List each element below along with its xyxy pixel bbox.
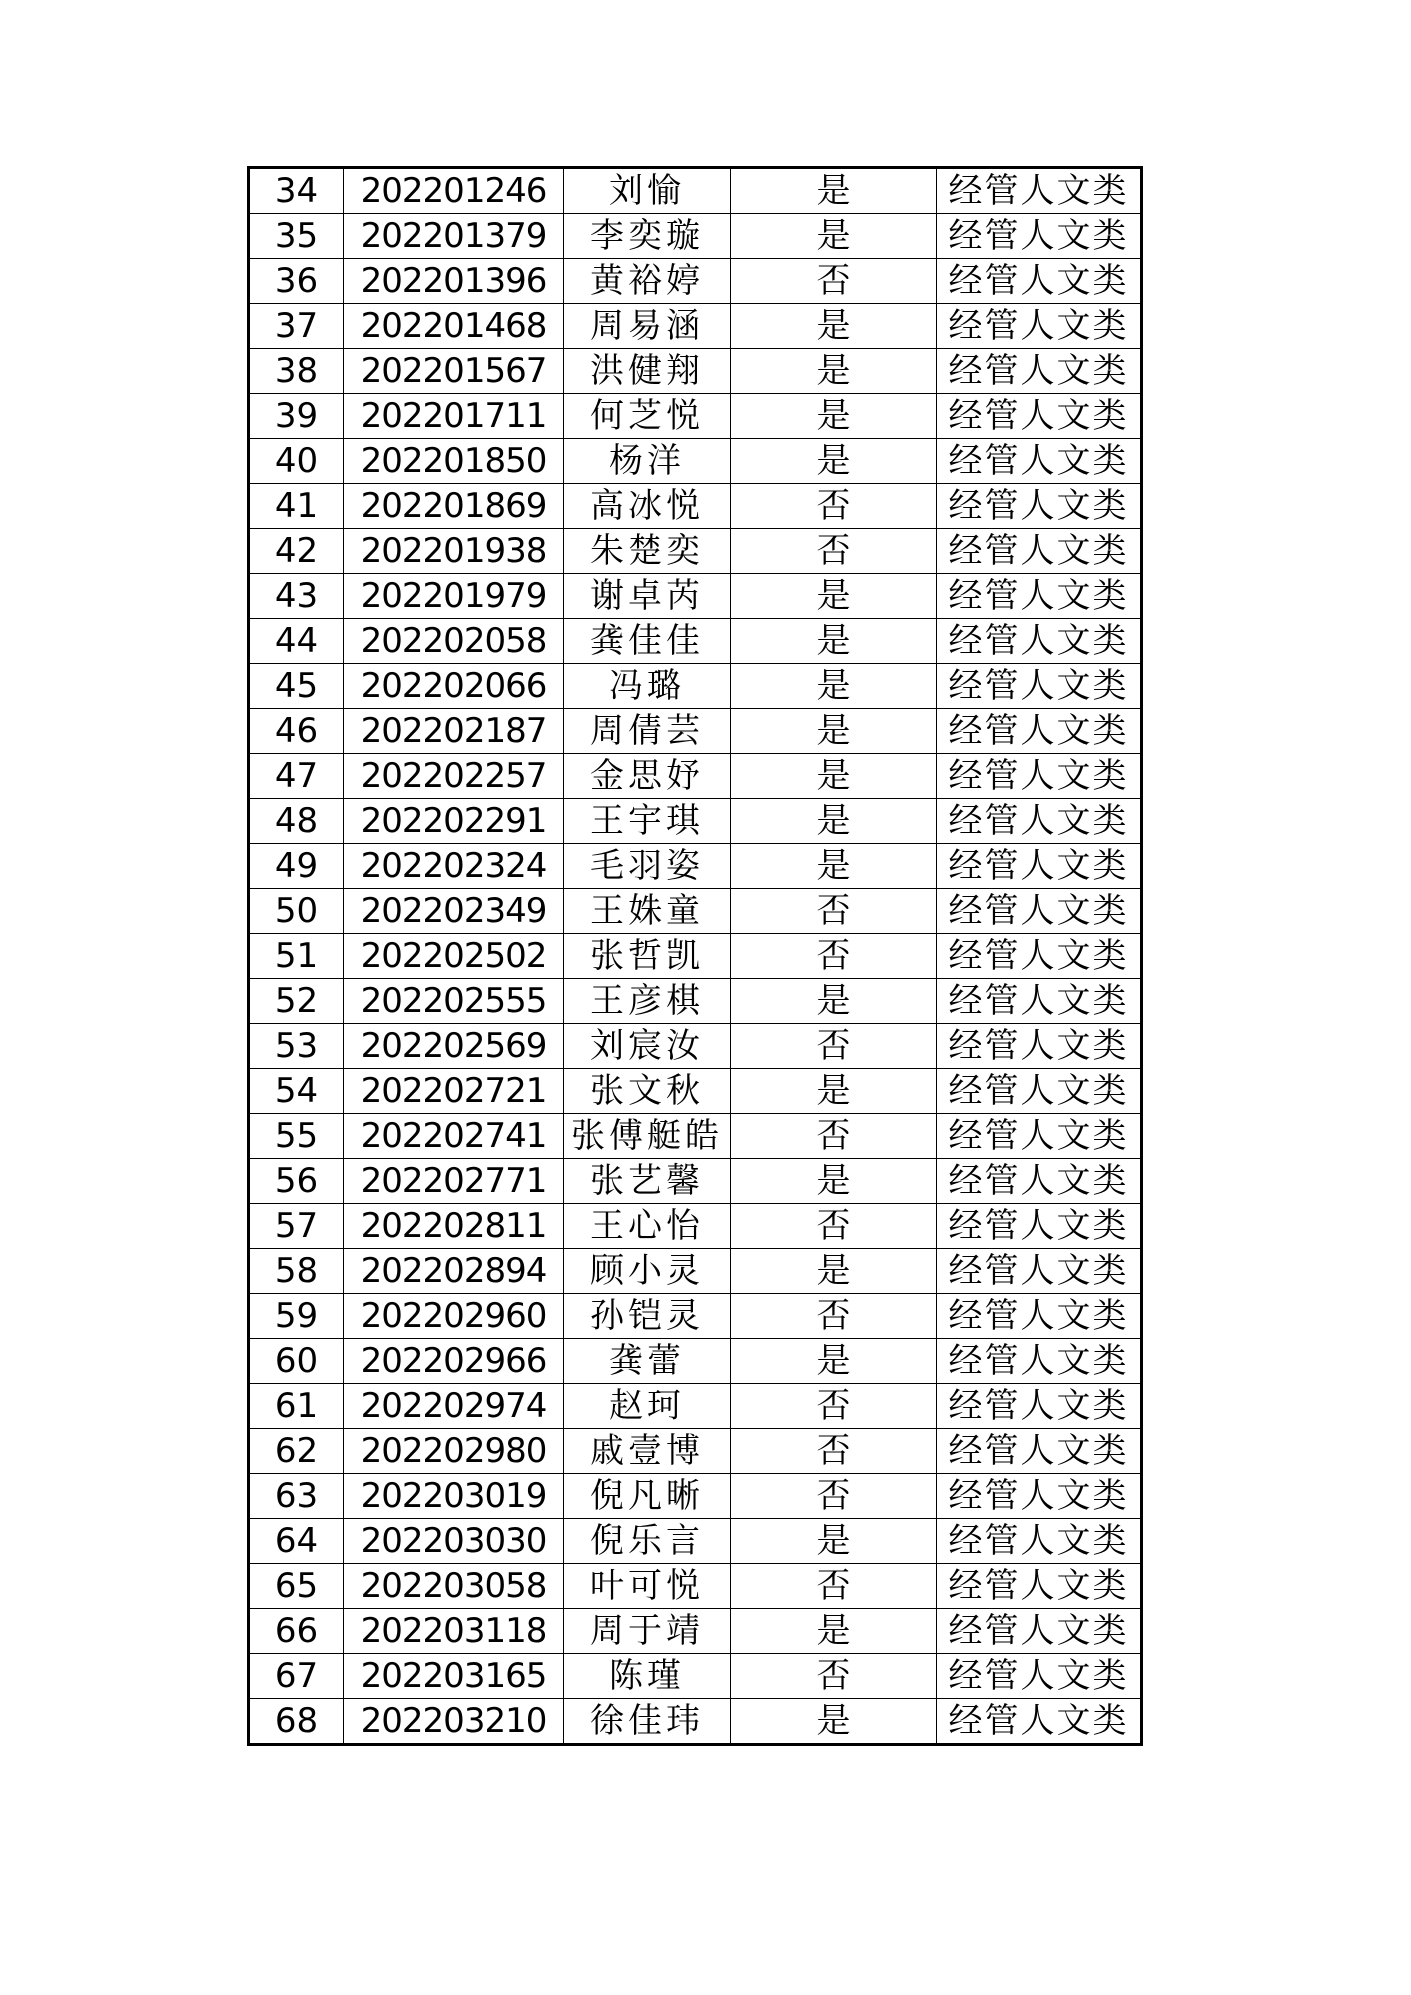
student-id-cell: 202202502 — [344, 934, 564, 979]
student-id-cell: 202201567 — [344, 349, 564, 394]
student-id-cell: 202202741 — [344, 1114, 564, 1159]
student-id-cell: 202203030 — [344, 1519, 564, 1564]
student-id-cell: 202202811 — [344, 1204, 564, 1249]
student-name-cell: 朱楚奕 — [564, 529, 731, 574]
student-name-cell: 戚壹博 — [564, 1429, 731, 1474]
yes-no-cell: 是 — [731, 168, 937, 214]
table-row — [249, 1069, 1142, 1114]
yes-no-cell: 是 — [731, 1519, 937, 1564]
student-name-cell: 倪凡晰 — [564, 1474, 731, 1519]
student-id-cell: 202202066 — [344, 664, 564, 709]
yes-no-cell: 否 — [731, 259, 937, 304]
category-cell: 经管人文类 — [937, 934, 1142, 979]
row-number-cell: 36 — [249, 259, 344, 304]
yes-no-cell: 是 — [731, 844, 937, 889]
row-number-cell: 59 — [249, 1294, 344, 1339]
student-id-cell: 202201379 — [344, 214, 564, 259]
student-name-cell: 何芝悦 — [564, 394, 731, 439]
category-cell: 经管人文类 — [937, 168, 1142, 214]
student-name-cell: 周倩芸 — [564, 709, 731, 754]
yes-no-cell: 是 — [731, 979, 937, 1024]
student-name-cell: 叶可悦 — [564, 1564, 731, 1609]
student-name-cell: 倪乐言 — [564, 1519, 731, 1564]
student-id-cell: 202202974 — [344, 1384, 564, 1429]
row-number-cell: 67 — [249, 1654, 344, 1699]
yes-no-cell: 否 — [731, 889, 937, 934]
row-number-cell: 48 — [249, 799, 344, 844]
yes-no-cell: 是 — [731, 214, 937, 259]
student-name-cell: 陈瑾 — [564, 1654, 731, 1699]
table-row — [249, 1204, 1142, 1249]
category-cell: 经管人文类 — [937, 1699, 1142, 1745]
row-number-cell: 50 — [249, 889, 344, 934]
yes-no-cell: 否 — [731, 1474, 937, 1519]
table-row — [249, 1024, 1142, 1069]
row-number-cell: 44 — [249, 619, 344, 664]
yes-no-cell: 是 — [731, 439, 937, 484]
table-row — [249, 1654, 1142, 1699]
yes-no-cell: 否 — [731, 1384, 937, 1429]
student-id-cell: 202202569 — [344, 1024, 564, 1069]
student-name-cell: 张傅艇皓 — [564, 1114, 731, 1159]
row-number-cell: 61 — [249, 1384, 344, 1429]
student-id-cell: 202202960 — [344, 1294, 564, 1339]
row-number-cell: 35 — [249, 214, 344, 259]
student-id-cell: 202201468 — [344, 304, 564, 349]
yes-no-cell: 是 — [731, 1699, 937, 1745]
table-row — [249, 1699, 1142, 1745]
row-number-cell: 37 — [249, 304, 344, 349]
category-cell: 经管人文类 — [937, 1114, 1142, 1159]
row-number-cell: 57 — [249, 1204, 344, 1249]
yes-no-cell: 是 — [731, 709, 937, 754]
row-number-cell: 45 — [249, 664, 344, 709]
table-row — [249, 439, 1142, 484]
row-number-cell: 54 — [249, 1069, 344, 1114]
category-cell: 经管人文类 — [937, 1429, 1142, 1474]
category-cell: 经管人文类 — [937, 1564, 1142, 1609]
table-row — [249, 1429, 1142, 1474]
row-number-cell: 41 — [249, 484, 344, 529]
yes-no-cell: 是 — [731, 1159, 937, 1204]
yes-no-cell: 是 — [731, 304, 937, 349]
student-name-cell: 周易涵 — [564, 304, 731, 349]
table-row — [249, 1474, 1142, 1519]
student-name-cell: 王彦棋 — [564, 979, 731, 1024]
student-id-cell: 202202555 — [344, 979, 564, 1024]
row-number-cell: 65 — [249, 1564, 344, 1609]
category-cell: 经管人文类 — [937, 1519, 1142, 1564]
student-id-cell: 202202257 — [344, 754, 564, 799]
student-name-cell: 刘愉 — [564, 168, 731, 214]
yes-no-cell: 否 — [731, 1654, 937, 1699]
category-cell: 经管人文类 — [937, 1204, 1142, 1249]
table-row — [249, 1339, 1142, 1384]
category-cell: 经管人文类 — [937, 754, 1142, 799]
yes-no-cell: 是 — [731, 1069, 937, 1114]
category-cell: 经管人文类 — [937, 259, 1142, 304]
student-name-cell: 顾小灵 — [564, 1249, 731, 1294]
row-number-cell: 64 — [249, 1519, 344, 1564]
category-cell: 经管人文类 — [937, 214, 1142, 259]
table-row — [249, 1609, 1142, 1654]
student-id-cell: 202202058 — [344, 619, 564, 664]
student-name-cell: 刘宸汝 — [564, 1024, 731, 1069]
category-cell: 经管人文类 — [937, 799, 1142, 844]
yes-no-cell: 否 — [731, 484, 937, 529]
student-id-cell: 202202349 — [344, 889, 564, 934]
row-number-cell: 38 — [249, 349, 344, 394]
student-id-cell: 202203118 — [344, 1609, 564, 1654]
table-row — [249, 1114, 1142, 1159]
yes-no-cell: 否 — [731, 1564, 937, 1609]
row-number-cell: 68 — [249, 1699, 344, 1745]
row-number-cell: 63 — [249, 1474, 344, 1519]
student-id-cell: 202201711 — [344, 394, 564, 439]
category-cell: 经管人文类 — [937, 1294, 1142, 1339]
student-name-cell: 黄裕婷 — [564, 259, 731, 304]
student-name-cell: 王姝童 — [564, 889, 731, 934]
category-cell: 经管人文类 — [937, 844, 1142, 889]
student-name-cell: 冯璐 — [564, 664, 731, 709]
row-number-cell: 66 — [249, 1609, 344, 1654]
student-table — [247, 166, 1143, 1746]
row-number-cell: 55 — [249, 1114, 344, 1159]
row-number-cell: 58 — [249, 1249, 344, 1294]
category-cell: 经管人文类 — [937, 1654, 1142, 1699]
row-number-cell: 51 — [249, 934, 344, 979]
table-row — [249, 214, 1142, 259]
yes-no-cell: 是 — [731, 574, 937, 619]
student-id-cell: 202201938 — [344, 529, 564, 574]
yes-no-cell: 是 — [731, 349, 937, 394]
student-name-cell: 张哲凯 — [564, 934, 731, 979]
table-row — [249, 934, 1142, 979]
yes-no-cell: 否 — [731, 934, 937, 979]
student-name-cell: 高冰悦 — [564, 484, 731, 529]
student-name-cell: 王心怡 — [564, 1204, 731, 1249]
table-row — [249, 754, 1142, 799]
student-name-cell: 孙铠灵 — [564, 1294, 731, 1339]
category-cell: 经管人文类 — [937, 709, 1142, 754]
category-cell: 经管人文类 — [937, 664, 1142, 709]
student-name-cell: 龚佳佳 — [564, 619, 731, 664]
student-name-cell: 金思妤 — [564, 754, 731, 799]
table-row — [249, 484, 1142, 529]
table-row — [249, 574, 1142, 619]
student-name-cell: 杨洋 — [564, 439, 731, 484]
student-id-cell: 202201869 — [344, 484, 564, 529]
table-row — [249, 664, 1142, 709]
student-id-cell: 202202771 — [344, 1159, 564, 1204]
yes-no-cell: 是 — [731, 394, 937, 439]
yes-no-cell: 是 — [731, 1609, 937, 1654]
student-name-cell: 张文秋 — [564, 1069, 731, 1114]
row-number-cell: 62 — [249, 1429, 344, 1474]
student-id-cell: 202202187 — [344, 709, 564, 754]
student-id-cell: 202202324 — [344, 844, 564, 889]
row-number-cell: 47 — [249, 754, 344, 799]
student-id-cell: 202203019 — [344, 1474, 564, 1519]
row-number-cell: 60 — [249, 1339, 344, 1384]
category-cell: 经管人文类 — [937, 1024, 1142, 1069]
category-cell: 经管人文类 — [937, 1609, 1142, 1654]
category-cell: 经管人文类 — [937, 1249, 1142, 1294]
category-cell: 经管人文类 — [937, 304, 1142, 349]
row-number-cell: 39 — [249, 394, 344, 439]
table-row — [249, 889, 1142, 934]
category-cell: 经管人文类 — [937, 619, 1142, 664]
yes-no-cell: 否 — [731, 1024, 937, 1069]
category-cell: 经管人文类 — [937, 1069, 1142, 1114]
student-name-cell: 周于靖 — [564, 1609, 731, 1654]
student-name-cell: 张艺馨 — [564, 1159, 731, 1204]
category-cell: 经管人文类 — [937, 484, 1142, 529]
category-cell: 经管人文类 — [937, 439, 1142, 484]
student-name-cell: 王宇琪 — [564, 799, 731, 844]
table-row — [249, 259, 1142, 304]
row-number-cell: 56 — [249, 1159, 344, 1204]
student-id-cell: 202201979 — [344, 574, 564, 619]
category-cell: 经管人文类 — [937, 889, 1142, 934]
student-id-cell: 202201396 — [344, 259, 564, 304]
student-id-cell: 202203210 — [344, 1699, 564, 1745]
table-row — [249, 619, 1142, 664]
student-name-cell: 龚蕾 — [564, 1339, 731, 1384]
student-id-cell: 202203058 — [344, 1564, 564, 1609]
yes-no-cell: 是 — [731, 664, 937, 709]
row-number-cell: 40 — [249, 439, 344, 484]
category-cell: 经管人文类 — [937, 574, 1142, 619]
table-row — [249, 529, 1142, 574]
student-id-cell: 202202721 — [344, 1069, 564, 1114]
table-row — [249, 979, 1142, 1024]
student-id-cell: 202202291 — [344, 799, 564, 844]
yes-no-cell: 是 — [731, 1339, 937, 1384]
category-cell: 经管人文类 — [937, 1384, 1142, 1429]
table-row — [249, 844, 1142, 889]
row-number-cell: 53 — [249, 1024, 344, 1069]
yes-no-cell: 否 — [731, 1114, 937, 1159]
student-name-cell: 洪健翔 — [564, 349, 731, 394]
table-row — [249, 1249, 1142, 1294]
table-row — [249, 1159, 1142, 1204]
yes-no-cell: 是 — [731, 754, 937, 799]
table-row — [249, 349, 1142, 394]
yes-no-cell: 是 — [731, 799, 937, 844]
student-name-cell: 李奕璇 — [564, 214, 731, 259]
student-id-cell: 202201246 — [344, 168, 564, 214]
row-number-cell: 34 — [249, 168, 344, 214]
yes-no-cell: 否 — [731, 1204, 937, 1249]
row-number-cell: 42 — [249, 529, 344, 574]
yes-no-cell: 否 — [731, 1429, 937, 1474]
row-number-cell: 43 — [249, 574, 344, 619]
table-row — [249, 1564, 1142, 1609]
table-row — [249, 1519, 1142, 1564]
row-number-cell: 49 — [249, 844, 344, 889]
category-cell: 经管人文类 — [937, 979, 1142, 1024]
table-body — [249, 168, 1142, 1745]
table-row — [249, 394, 1142, 439]
table-row — [249, 1384, 1142, 1429]
table-row — [249, 304, 1142, 349]
table-row — [249, 709, 1142, 754]
table-row — [249, 1294, 1142, 1339]
yes-no-cell: 是 — [731, 1249, 937, 1294]
yes-no-cell: 否 — [731, 1294, 937, 1339]
category-cell: 经管人文类 — [937, 1474, 1142, 1519]
table-row — [249, 799, 1142, 844]
row-number-cell: 46 — [249, 709, 344, 754]
table-row — [249, 168, 1142, 214]
student-id-cell: 202201850 — [344, 439, 564, 484]
category-cell: 经管人文类 — [937, 1339, 1142, 1384]
category-cell: 经管人文类 — [937, 349, 1142, 394]
student-id-cell: 202202966 — [344, 1339, 564, 1384]
category-cell: 经管人文类 — [937, 529, 1142, 574]
student-name-cell: 徐佳玮 — [564, 1699, 731, 1745]
student-name-cell: 谢卓芮 — [564, 574, 731, 619]
yes-no-cell: 是 — [731, 619, 937, 664]
row-number-cell: 52 — [249, 979, 344, 1024]
category-cell: 经管人文类 — [937, 394, 1142, 439]
student-id-cell: 202202894 — [344, 1249, 564, 1294]
category-cell: 经管人文类 — [937, 1159, 1142, 1204]
yes-no-cell: 否 — [731, 529, 937, 574]
student-name-cell: 赵珂 — [564, 1384, 731, 1429]
student-id-cell: 202203165 — [344, 1654, 564, 1699]
student-name-cell: 毛羽姿 — [564, 844, 731, 889]
student-id-cell: 202202980 — [344, 1429, 564, 1474]
